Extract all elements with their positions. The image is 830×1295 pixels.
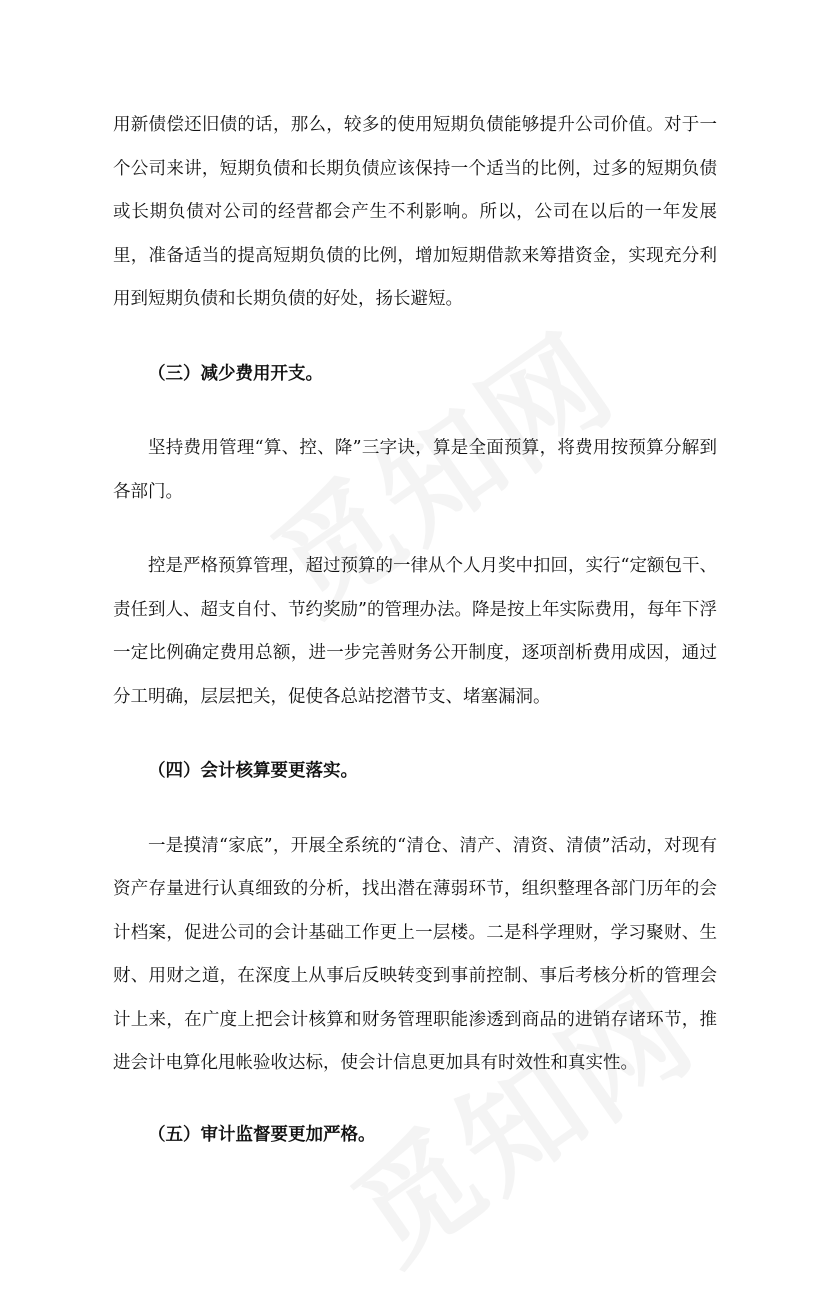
section-heading-4: （四）会计核算要更落实。 bbox=[148, 761, 358, 781]
document-body bbox=[113, 104, 717, 1157]
paragraph-accounting: 一是摸清“家底”，开展全系统的“清仓、清产、清资、清债”活动，对现有资产存量进行认真细致的分析，找出潜在薄弱环节，组织整理各部门历年的会计档案，促进公司的会计基础工作更上一层楼。二是科学理财，学习聚财、生财、用财之道，在深度上从事后反映转变到事前控制、事后考核分析的管理会计上来，在广度上把会计核算和财务管理职能渗透到商品的进销存诸环节，推进会计电算化甩帐验收达标，使会计信息更加具有时效性和真实性。 bbox=[113, 835, 717, 1073]
paragraph-expense-formula: 坚持费用管理“算、控、降”三字诀，算是全面预算，将费用按预算分解到各部门。 bbox=[113, 438, 717, 502]
section-heading-5: （五）审计监督要更加严格。 bbox=[148, 1124, 376, 1145]
paragraph-debt-ratio: 用新债偿还旧债的话，那么，较多的使用短期负债能够提升公司价值。对于一个公司来讲，短期负债和长期负债应该保持一个适当的比例，过多的短期负债或长期负债对公司的经营都会产生不利影响。所以，公司在以后的一年发展里，准备适当的提高短期负债的比例，增加短期借款来筹措资金，实现充分利用到短期负债和长期负债的好处，扬长避短。 bbox=[113, 115, 717, 309]
paragraph-budget-control: 控是严格预算管理，超过预算的一律从个人月奖中扣回，实行“定额包干、责任到人、超支自付、节约奖励”的管理办法。降是按上年实际费用，每年下浮一定比例确定费用总额，进一步完善财务公开制度，逐项剖析费用成因，通过分工明确，层层把关，促使各总站挖潜节支、堵塞漏洞。 bbox=[113, 556, 717, 707]
section-heading-3: （三）减少费用开支。 bbox=[148, 363, 323, 384]
